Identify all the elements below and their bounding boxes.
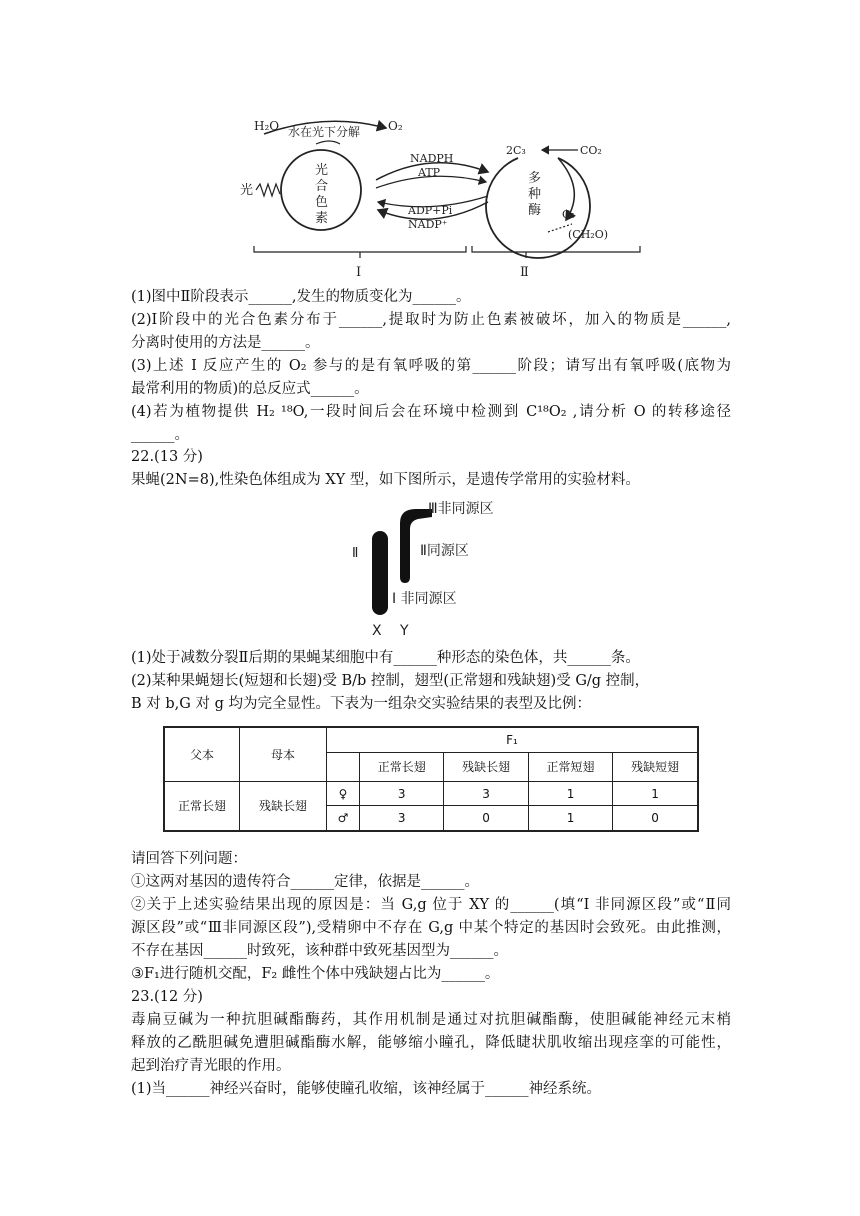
region-1-label: I 非同源区 (392, 591, 457, 607)
ch2o-label: (CH₂O) (568, 228, 609, 241)
q22-ask: 请回答下列问题： (131, 851, 247, 867)
pigment-char-3: 色 (315, 195, 329, 210)
col-header: 残缺长翅 (444, 752, 528, 781)
table-cell: 3 (444, 781, 528, 805)
split-curve (316, 141, 340, 144)
pigment-char-4: 素 (315, 211, 329, 226)
nadp-label: NADP⁺ (408, 218, 448, 231)
region-2-label: Ⅱ同源区 (420, 543, 469, 559)
q22-answer2-a: ②关于上述实验结果出现的原因是：当 G,g 位于 XY 的______(填“I 非同源区段”或“Ⅱ同 (131, 897, 731, 913)
q22-heading: 22.(13 分) (131, 449, 203, 465)
table-cell: 3 (360, 781, 444, 805)
q22-part2-b: B 对 b,G 对 g 均为完全显性。下表为一组杂交实验结果的表型及比例： (131, 696, 591, 712)
q22-answer1: ①这两对基因的遗传符合______定律，依据是______。 (131, 874, 479, 890)
f1-header: F₁ (327, 727, 699, 752)
table-cell: 3 (360, 806, 444, 831)
o2-label: O₂ (388, 119, 403, 133)
q21-part4-a: (4)若为植物提供 H₂ ¹⁸O,一段时间后会在环境中检测到 C¹⁸O₂ ,请分析 O 的转移途径 (131, 404, 731, 420)
father-header: 父本 (164, 727, 240, 781)
stage2-brace (472, 246, 640, 252)
co2-label: CO₂ (580, 144, 602, 157)
pigment-char-1: 光 (315, 163, 329, 178)
q21-part4-b: ______。 (131, 427, 189, 443)
q21-part1: (1)图中Ⅱ阶段表示______,发生的物质变化为______。 (131, 289, 471, 305)
nadph-label: NADPH (410, 152, 454, 165)
cross-result-table (163, 726, 699, 832)
table-cell: 1 (528, 806, 612, 831)
q23-heading: 23.(12 分) (131, 989, 203, 1005)
q23-part1: (1)当______神经兴奋时，能够使瞳孔收缩，该神经属于______神经系统。 (131, 1081, 602, 1097)
pigment-char-2: 合 (315, 179, 329, 194)
table-cell: 1 (613, 781, 698, 805)
light-label: 光 (240, 183, 254, 198)
father-value: 正常长翅 (164, 781, 240, 831)
stage2-label: Ⅱ (520, 265, 529, 280)
x-chromosome (372, 531, 388, 615)
photosynthesis-diagram (236, 110, 656, 285)
table-cell: 1 (528, 781, 612, 805)
chromosome-diagram (340, 495, 530, 640)
stage1-brace (254, 246, 466, 252)
adp-label: ADP+Pi (408, 204, 453, 217)
q22-answer2-b: 源区段”或“Ⅲ非同源区段”),受精卵中不存在 G,g 中某个特定的基因时会致死。由此推测， (131, 920, 731, 936)
q23-text-3: 起到治疗青光眼的作用。 (131, 1058, 291, 1074)
q23-text-1: 毒扁豆碱为一种抗胆碱酯酶药，其作用机制是通过对抗胆碱酯酶，使胆碱能神经元末梢 (131, 1012, 731, 1028)
table-row (164, 781, 698, 805)
h2o-label: H₂O (254, 119, 280, 133)
q22-answer2-c: 不存在基因______时致死，该种群中致死基因型为______。 (131, 943, 508, 959)
x-label: X (372, 623, 382, 639)
table-cell: 0 (613, 806, 698, 831)
y-label: Y (400, 623, 409, 639)
c5-label: C₅ (562, 208, 575, 221)
q21-part3-a: (3)上述 I 反应产生的 O₂ 参与的是有氧呼吸的第______阶段；请写出有氧呼吸(底物为 (131, 358, 731, 374)
region-3-label: Ⅲ非同源区 (428, 501, 494, 517)
table-row (164, 727, 698, 752)
atp-label: ATP (418, 166, 441, 179)
enzyme-char-1: 多 (528, 171, 542, 186)
q21-part2-a: (2)I阶段中的光合色素分布于______,提取时为防止色素被破坏，加入的物质是______, (131, 312, 731, 328)
light-wave (256, 184, 280, 196)
q21-part3-b: 最常利用的物质)的总反应式______。 (131, 381, 369, 397)
mother-header: 母本 (240, 727, 327, 781)
sex-col-header (327, 752, 360, 781)
q22-answer3: ③F₁进行随机交配，F₂ 雌性个体中残缺翅占比为______。 (131, 966, 500, 982)
enzyme-char-3: 酶 (528, 203, 542, 218)
col-header: 正常短翅 (528, 752, 612, 781)
water-split-label: 水在光下分解 (288, 125, 361, 139)
col-header: 残缺短翅 (613, 752, 698, 781)
q22-intro: 果蝇(2N=8),性染色体组成为 XY 型，如下图所示，是遗传学常用的实验材料。 (131, 472, 640, 488)
2c3-label: 2C₃ (506, 144, 526, 157)
stage1-label: I (356, 265, 362, 280)
region-marker: Ⅱ (352, 546, 359, 561)
q22-part2-a: (2)某种果蝇翅长(短翅和长翅)受 B/b 控制，翅型(正常翅和残缺翅)受 G/g 控制， (131, 673, 650, 689)
sex-female: ♀ (327, 781, 360, 805)
table-cell: 0 (444, 806, 528, 831)
q21-part2-b: 分离时使用的方法是______。 (131, 335, 320, 351)
enzyme-char-2: 种 (528, 187, 542, 202)
q22-part1: (1)处于减数分裂Ⅱ后期的果蝇某细胞中有______种形态的染色体，共______条。 (131, 650, 640, 666)
sex-male: ♂ (327, 806, 360, 831)
col-header: 正常长翅 (360, 752, 444, 781)
q23-text-2: 释放的乙酰胆碱免遭胆碱酯酶水解，能够缩小瞳孔，降低睫状肌收缩出现痉挛的可能性， (131, 1035, 731, 1051)
mother-value: 残缺长翅 (240, 781, 327, 831)
